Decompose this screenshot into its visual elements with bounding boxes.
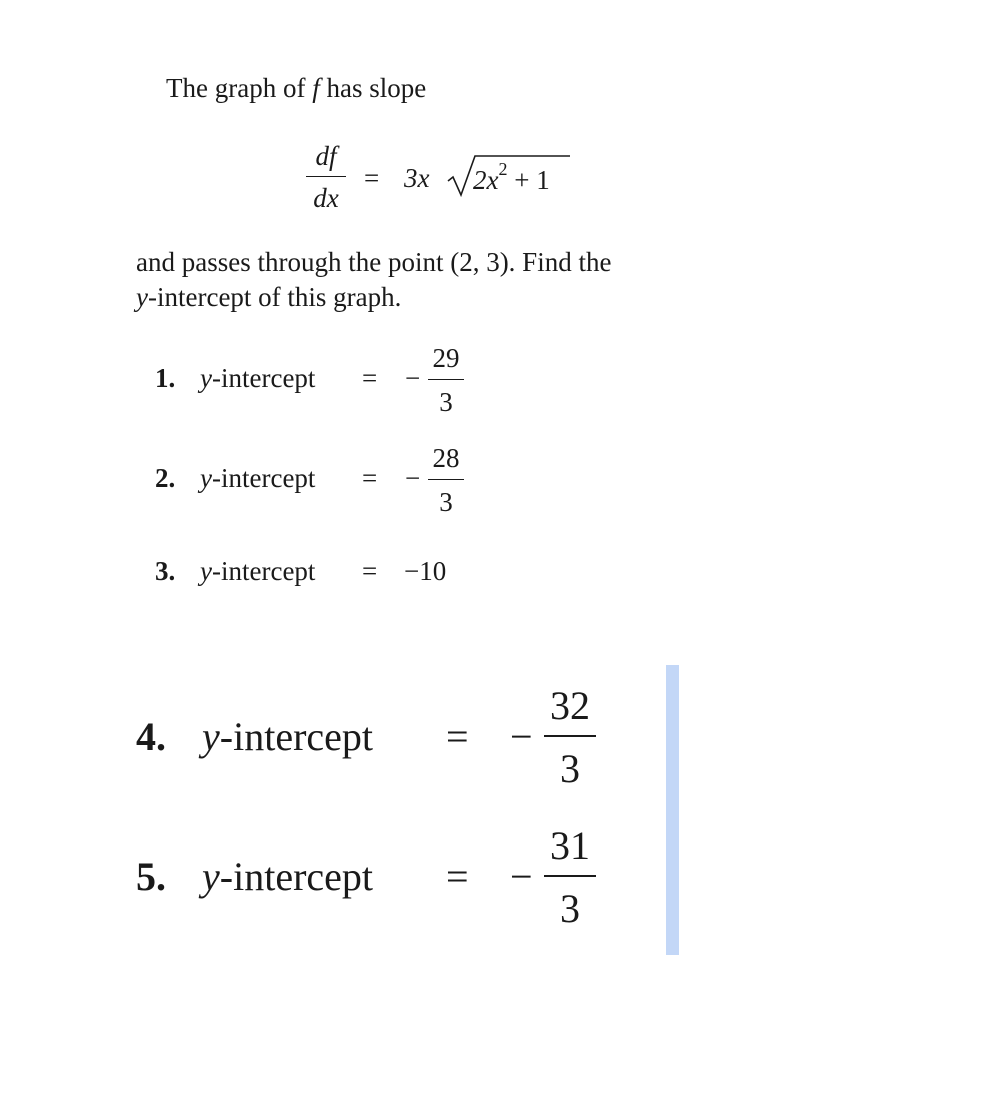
problem-line-3 <box>136 282 401 313</box>
y-variable: y <box>200 363 212 393</box>
equals-sign: = <box>446 854 469 899</box>
option-label <box>200 363 315 394</box>
label-text: -intercept <box>211 463 316 493</box>
option-number: 3. <box>155 556 176 586</box>
has-slope-text: has slope <box>326 73 427 103</box>
option-number: 2. <box>155 463 176 493</box>
radicand-constant: + 1 <box>514 165 550 195</box>
intro-line <box>166 73 426 104</box>
minus-sign: − <box>405 463 421 493</box>
selection-highlight-bar <box>666 665 679 955</box>
y-variable: y <box>200 463 212 493</box>
exponent: 2 <box>498 159 508 179</box>
label-text: -intercept <box>211 556 316 586</box>
fraction-bar <box>544 735 596 737</box>
option-label <box>200 463 315 494</box>
fraction-numerator: 28 <box>432 443 460 473</box>
problem-line-3-text: -intercept of this graph. <box>147 282 402 312</box>
answer-fraction <box>544 683 596 791</box>
derivative-fraction <box>306 143 346 212</box>
label-text: -intercept <box>219 714 374 759</box>
y-variable: y <box>200 556 212 586</box>
fraction-numerator: 32 <box>550 683 590 728</box>
answer-fraction <box>428 445 464 516</box>
fraction-bar <box>544 875 596 877</box>
derivative-denominator: dx <box>313 183 339 213</box>
answer-fraction <box>544 823 596 931</box>
option-label <box>202 853 373 900</box>
minus-sign: − <box>405 363 421 393</box>
option-number: 5. <box>136 854 166 899</box>
equals-sign: = <box>362 463 378 493</box>
minus-sign: − <box>510 714 533 759</box>
answer-value: −10 <box>404 556 447 586</box>
equals-sign: = <box>446 714 469 759</box>
option-number: 4. <box>136 714 166 759</box>
intro-text: The graph of <box>166 73 306 103</box>
option-label <box>202 713 373 760</box>
fraction-bar <box>306 176 346 177</box>
function-symbol: f <box>312 73 320 103</box>
radicand <box>473 159 550 196</box>
y-variable: y <box>202 714 220 759</box>
fraction-bar <box>428 479 464 480</box>
fraction-denominator: 3 <box>560 746 580 791</box>
fraction-denominator: 3 <box>439 387 453 417</box>
problem-line-2: and passes through the point (2, 3). Find the <box>136 247 612 277</box>
y-variable: y <box>202 854 220 899</box>
fraction-numerator: 31 <box>550 823 590 868</box>
label-text: -intercept <box>219 854 374 899</box>
radicand-term: 2x <box>473 165 499 195</box>
coefficient: 3x <box>404 163 430 193</box>
equals-sign: = <box>362 556 378 586</box>
derivative-numerator: df <box>315 141 337 171</box>
y-variable: y <box>136 282 148 312</box>
option-label <box>200 556 315 587</box>
answer-fraction <box>428 345 464 416</box>
fraction-denominator: 3 <box>560 886 580 931</box>
label-text: -intercept <box>211 363 316 393</box>
equals-sign: = <box>364 163 380 193</box>
fraction-numerator: 29 <box>432 343 460 373</box>
option-number: 1. <box>155 363 176 393</box>
equals-sign: = <box>362 363 378 393</box>
minus-sign: − <box>510 854 533 899</box>
fraction-denominator: 3 <box>439 487 453 517</box>
fraction-bar <box>428 379 464 380</box>
